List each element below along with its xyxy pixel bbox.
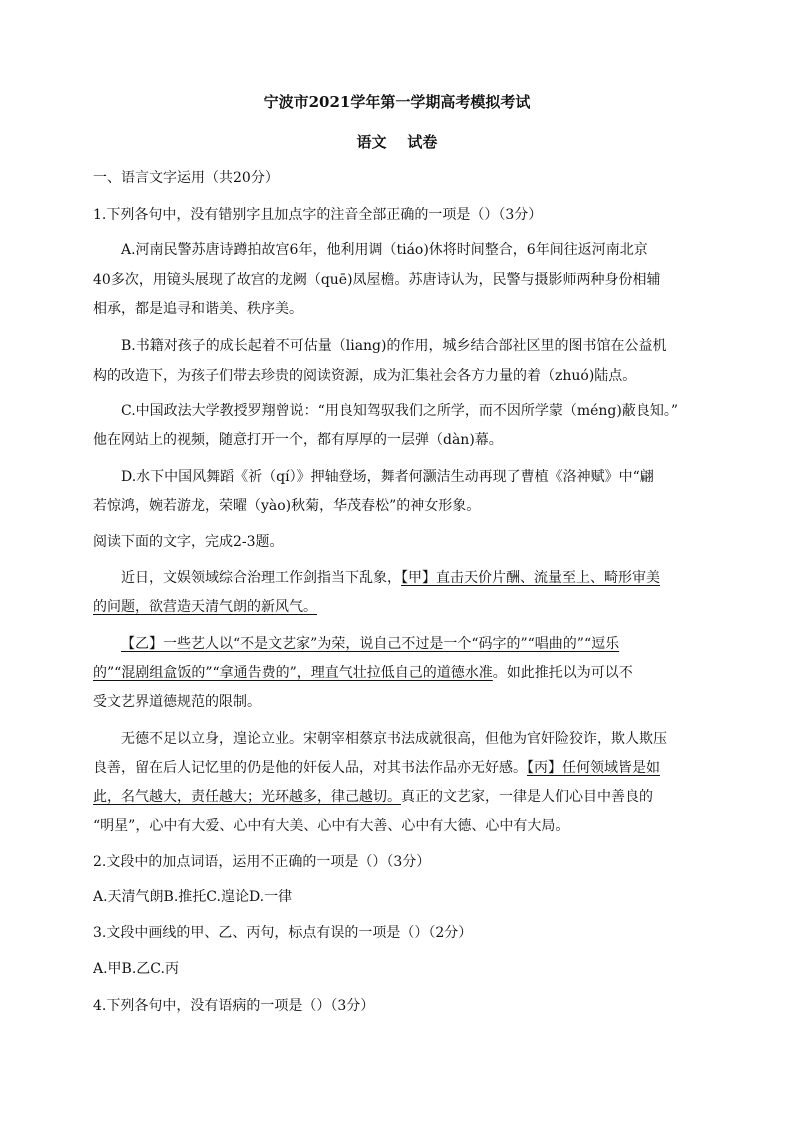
passage-paragraph-3-line3 — [93, 786, 653, 806]
q1-option-d-line2: 若惊鸿，婉若游龙，荣曜（yào)秋菊，华茂春松”的神女形象。 — [93, 498, 481, 514]
sentence-yi-part2: 的”“混剧组盒饭的”“拿通告费的”，理直气壮拉低自己的道德水准 — [93, 665, 493, 681]
passage-p3-text-2: 真正的文艺家，一律是人们心目中善良的 — [401, 789, 653, 805]
sentence-jia-part1: 【甲】直击天价片酬、流量至上、畸形审美 — [401, 570, 660, 586]
reading-instruction: 阅读下面的文字，完成2-3题。 — [93, 534, 284, 550]
passage-paragraph-2-line2 — [93, 662, 633, 682]
question-1-stem: 1.下列各句中，没有错别字且加点字的注音全部正确的一项是（）（3分） — [93, 207, 543, 223]
q1-option-c-line1: C.中国政法大学教授罗翔曾说：“用良知驾驭我们之所学，而不因所学蒙（méng)蔽良知。” — [121, 403, 678, 419]
q1-option-a-line1: A.河南民警苏唐诗蹲拍故宫6年，他利用调（tiáo)休将时间整合，6年间往返河南北京 — [121, 242, 648, 258]
q1-option-a-line3: 相承，都是追寻和谐美、秩序美。 — [93, 301, 303, 317]
exam-title: 宁波市2021学年第一学期高考模拟考试 — [263, 93, 531, 111]
q1-option-b-line1: B.书籍对孩子的成长起着不可估量（liang)的作用，城乡结合部社区里的图书馆在公益机 — [121, 338, 667, 354]
sentence-bing-part2: 此，名气越大，责任越大；光环越多，律己越切。 — [93, 789, 401, 805]
passage-paragraph-3-line1: 无德不足以立身，遑论立业。宋朝宰相蔡京书法成就很高，但他为官奸险狡诈，欺人欺压 — [121, 731, 667, 747]
exam-subtitle: 语文 试卷 — [356, 133, 438, 151]
passage-p3-text: 良善，留在后人记忆里的仍是他的奸佞人品，对其书法作品亦无好感。 — [93, 760, 527, 776]
question-2-options: A.天清气朗B.推托C.遑论D.一律 — [93, 889, 293, 905]
sentence-bing-part1: 【丙】任何领域皆是如 — [527, 760, 660, 776]
sentence-jia-part2: 的问题，欲营造天清气朗的新风气。 — [93, 599, 317, 615]
passage-paragraph-2-line3: 受文艺界道德规范的限制。 — [93, 694, 261, 710]
q1-option-c-line2: 他在网站上的视频，随意打开一个，都有厚厚的一层弹（dàn)幕。 — [93, 432, 503, 448]
passage-p1-text: 近日，文娱领域综合治理工作剑指当下乱象， — [121, 570, 401, 586]
passage-paragraph-1-line1 — [121, 567, 660, 587]
question-3-options: A.甲B.乙C.丙 — [93, 961, 179, 977]
question-4-stem: 4.下列各句中，没有语病的一项是（）（3分） — [93, 998, 375, 1014]
passage-paragraph-1-line2 — [93, 596, 317, 616]
passage-paragraph-3-line4: “明星”，心中有大爱、心中有大美、心中有大善、心中有大德、心中有大局。 — [93, 818, 570, 834]
passage-paragraph-3-line2 — [93, 757, 660, 777]
q1-option-d-line1: D.水下中国风舞蹈《祈（qí）》押轴登场，舞者何灏洁生动再现了曹植《洛神赋》中“翩 — [121, 469, 654, 485]
passage-paragraph-2-line1 — [121, 633, 619, 653]
sentence-yi-part1: 【乙】一些艺人以“不是文艺家”为荣，说自己不过是一个“码字的”“唱曲的”“逗乐 — [121, 636, 620, 652]
passage-p2-text: 。如此推托以为可以不 — [492, 665, 633, 681]
q1-option-a-line2: 40多次，用镜头展现了故宫的龙阙（quē)凤屋檐。苏唐诗认为，民警与摄影师两种身份相辅 — [93, 272, 661, 288]
question-2-stem: 2.文段中的加点词语，运用不正确的一项是（）（3分） — [93, 854, 431, 870]
q1-option-b-line2: 构的改造下，为孩子们带去珍贵的阅读资源，成为汇集社会各方力量的着（zhuó)陆点。 — [93, 368, 637, 384]
question-3-stem: 3.文段中画线的甲、乙、丙句，标点有误的一项是（）（2分） — [93, 925, 473, 941]
section-heading: 一、语言文字运用（共20分） — [93, 170, 279, 186]
